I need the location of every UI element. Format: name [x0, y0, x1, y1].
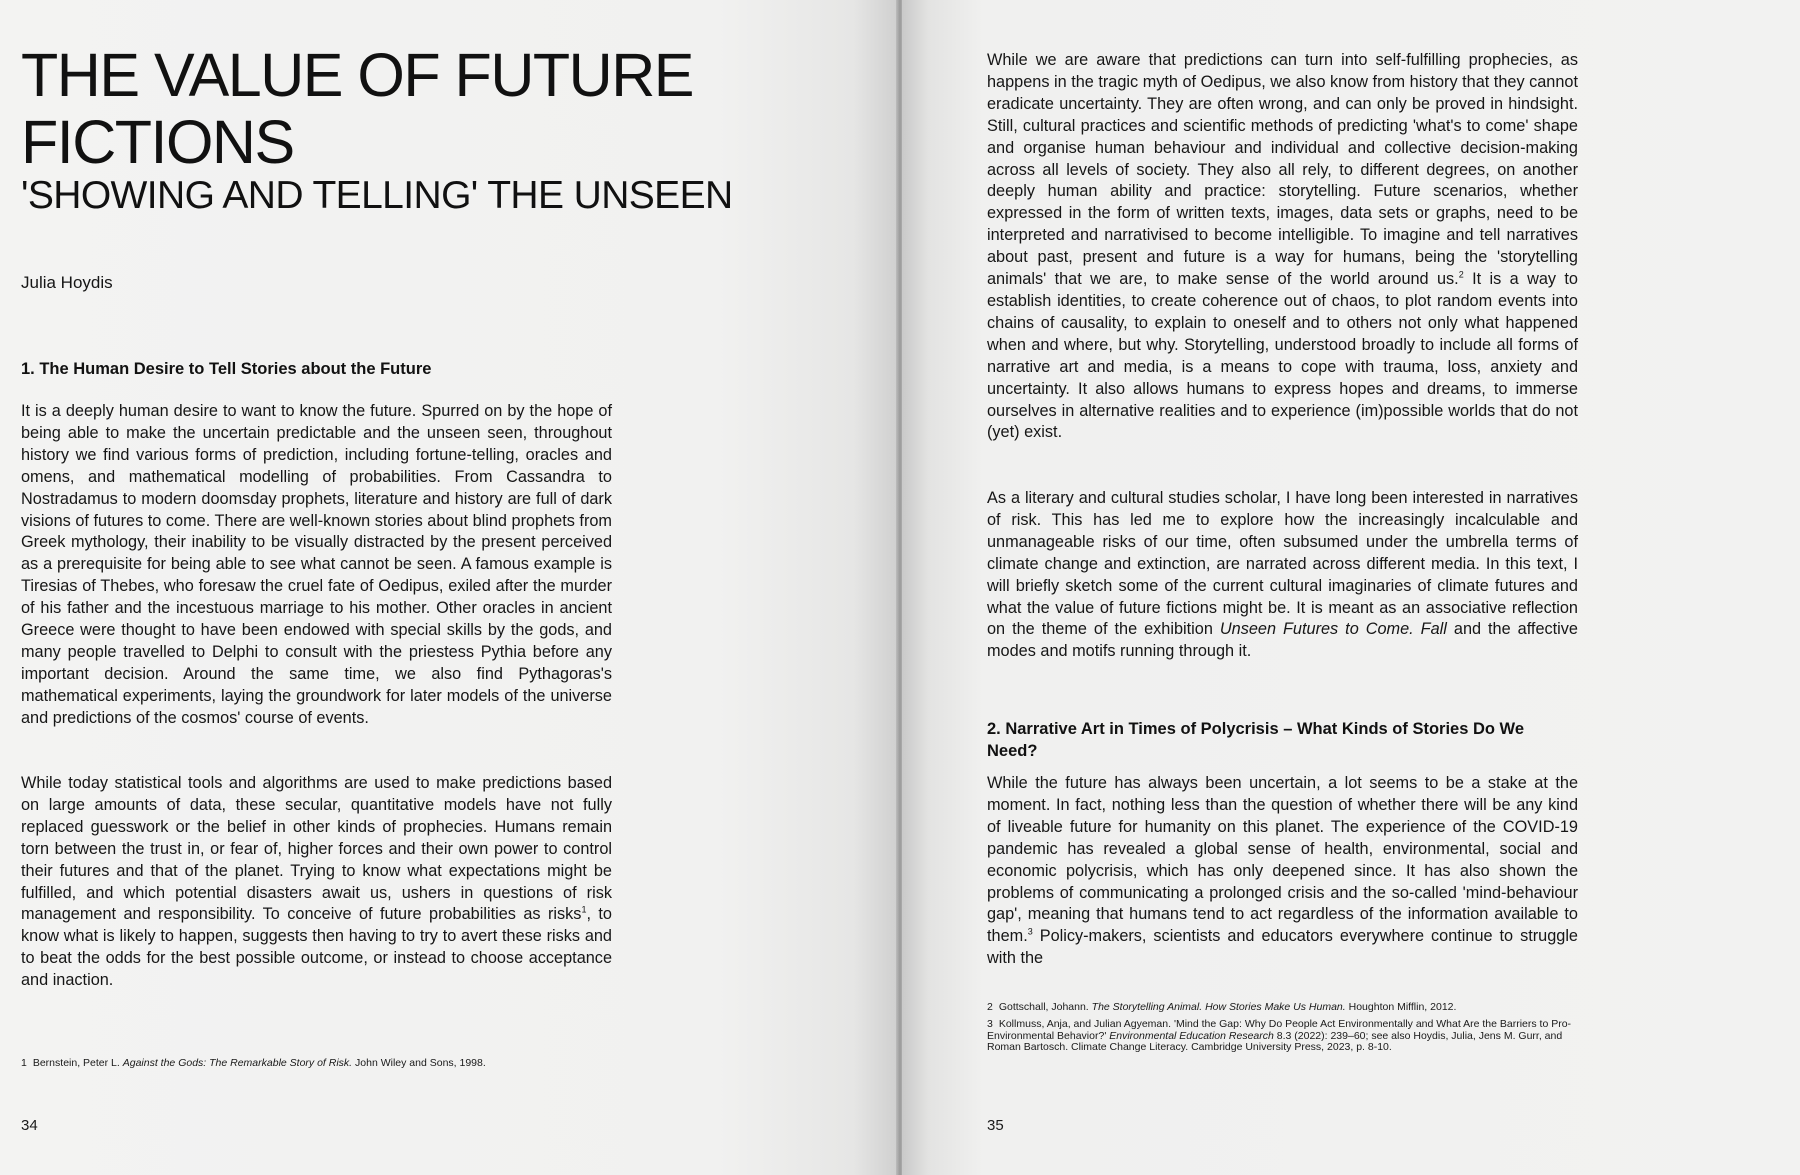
- footnote-3-journal: Environmental Education Research: [1109, 1029, 1274, 1042]
- right-paragraph-3: [987, 773, 1578, 970]
- left-paragraph-2: [21, 773, 612, 992]
- footnote-ref-1[interactable]: 1: [581, 905, 587, 916]
- footnote-1-publisher: John Wiley and Sons, 1998.: [355, 1057, 486, 1069]
- title-line-1: THE VALUE OF FUTURE: [21, 41, 693, 109]
- footnote-3-text-a: Kollmuss, Anja, and Julian Agyeman. 'Mind the Gap: Why Do People Act Environmentally and What Are the Barriers to Pro-Environmental Behavior?': [987, 1018, 1572, 1042]
- exhibition-title: Unseen Futures to Come. Fall: [1219, 620, 1447, 639]
- left-paragraph-1: It is a deeply human desire to want to know the future. Spurred on by the hope of being able to make the uncertain predictable and the unseen seen, throughout history we find various forms of prediction, including fortune-telling, oracles and omens, and mathematical modelling of probabilities. From Cassandra to Nostradamus to modern doomsday prophets, literature and history are full of dark visions of futures to come. There are well-known stories about blind prophets from Greek mythology, their inability to be visually distracted by the present perceived as a prerequisite for being able to see what cannot be seen. A famous example is Tiresias of Thebes, who foresaw the cruel fate of Oedipus, exiled after the murder of his father and the incestuous marriage to his mother. Other oracles in ancient Greece were thought to have been endowed with special skills by the gods, and many people travelled to Delphi to consult with the priestess Pythia before any important decision. Around the same time, we also find Pythagoras's mathematical experiments, laying the groundwork for later models of the universe and predictions of the cosmos' course of events.: [21, 402, 612, 727]
- footnote-ref-3[interactable]: 3: [1027, 926, 1033, 937]
- footnote-1-author: Bernstein, Peter L.: [32, 1057, 120, 1069]
- footnote-2-title: The Storytelling Animal. How Stories Make Us Human.: [1091, 1001, 1346, 1013]
- left-paragraph-2-text-b: , to know what is likely to happen, suggests then having to try to avert these risks and to beat the odds for the best possible outcome, or instead to choose acceptance and inaction.: [21, 905, 612, 990]
- footnote-1-title: Against the Gods: The Remarkable Story of Risk.: [122, 1057, 353, 1069]
- right-paragraph-3-text-b: Policy-makers, scientists and educators everywhere continue to struggle with the: [987, 927, 1578, 968]
- author-name: Julia Hoydis: [21, 273, 113, 292]
- right-paragraph-1: [987, 50, 1578, 444]
- left-page: [0, 0, 898, 1175]
- footnote-2-publisher: Houghton Mifflin, 2012.: [1348, 1001, 1457, 1013]
- footnote-2-number: 2: [987, 1001, 993, 1013]
- footnote-1-number: 1: [21, 1057, 27, 1069]
- footnote-1: [21, 1058, 701, 1070]
- right-paragraph-2-text-a: As a literary and cultural studies scholar, I have long been interested in narratives of risk. This has led me to explore how the increasingly incalculable and unmanageable risks of our time, often subsumed under the umbrella terms of climate change and extinction, are narrated across different media. In this text, I will briefly sketch some of the current cultural imaginaries of climate futures and what the value of future fictions might be. It is meant as an associative reflection on the theme of the exhibition: [987, 489, 1578, 639]
- title-line-2: FICTIONS: [21, 108, 294, 176]
- footnote-2: [987, 1002, 1578, 1014]
- page-number-left: 34: [21, 1117, 38, 1134]
- footnote-3: [987, 1019, 1578, 1054]
- right-paragraph-1-text-a: While we are aware that predictions can turn into self-fulfilling prophecies, as happens in the tragic myth of Oedipus, we also know from history that they cannot eradicate uncertainty. They are often wrong, and can only be proved in hindsight. Still, cultural practices and scientific methods of predicting 'what's to come' shape and organise human behaviour and individual and collective decision-making across all levels of society. They also all rely, to different degrees, on another deeply human ability and practice: storytelling. Future scenarios, whether expressed in the form of written texts, images, data sets or graphs, need to be interpreted and narrativised to become intelligible. To imagine and tell narratives about past, present and future is a way for humans, being the 'storytelling animals' that we are, to make sense of the world around us.: [987, 51, 1578, 289]
- section-1-heading: 1. The Human Desire to Tell Stories about the Future: [21, 360, 432, 378]
- section-2-heading: 2. Narrative Art in Times of Polycrisis – What Kinds of Stories Do We Need?: [987, 720, 1524, 760]
- footnote-2-author: Gottschall, Johann.: [998, 1001, 1089, 1013]
- footnote-3-text-b: 8.3 (2022): 239–60; see also Hoydis, Julia, Jens M. Gurr, and Roman Bartosch. Climate Change Literacy. Cambridge University Press, 2023, p. 8-10.: [987, 1029, 1563, 1053]
- right-paragraph-1-text-b: It is a way to establish identities, to create coherence out of chaos, to plot random events into chains of causality, to explain to oneself and to others not only what happened when and where, but why. Storytelling, understood broadly to include all forms of narrative art and media, is a means to cope with trauma, loss, anxiety and uncertainty. It also allows humans to express hopes and dreams, to immerse ourselves in alternative realities and to experience (im)possible worlds that do not (yet) exist.: [987, 270, 1578, 442]
- right-paragraph-3-text-a: While the future has always been uncertain, a lot seems to be a stake at the moment. In fact, nothing less than the question of whether there will be any kind of liveable future for humanity on this planet. The experience of the COVID-19 pandemic has revealed a global sense of health, environmental, social and economic polycrisis, which has only deepened since. It has also shown the problems of communicating a prolonged crisis and the so-called 'mind-behaviour gap', meaning that humans tend to act regardless of the information available to them.: [987, 774, 1578, 946]
- right-paragraph-2-text-b: and the affective modes and motifs running through it.: [987, 620, 1578, 661]
- right-page: [902, 0, 1800, 1175]
- footnote-3-number: 3: [987, 1018, 993, 1030]
- left-paragraph-2-text-a: While today statistical tools and algorithms are used to make predictions based on large amounts of data, these secular, quantitative models have not fully replaced guesswork or the belief in other kinds of prophecies. Humans remain torn between the trust in, or fear of, higher forces and their own power to control their futures and that of the planet. Trying to know what expectations might be fulfilled, and which potential disasters await us, ushers in questions of risk management and responsibility. To conceive of future probabilities as risks: [21, 774, 612, 924]
- page-number-right: 35: [987, 1117, 1004, 1134]
- article-subtitle: 'SHOWING AND TELLING' THE UNSEEN: [21, 174, 733, 217]
- right-paragraph-2: [987, 488, 1578, 663]
- article-title: [21, 42, 801, 176]
- footnote-ref-2[interactable]: 2: [1458, 269, 1464, 280]
